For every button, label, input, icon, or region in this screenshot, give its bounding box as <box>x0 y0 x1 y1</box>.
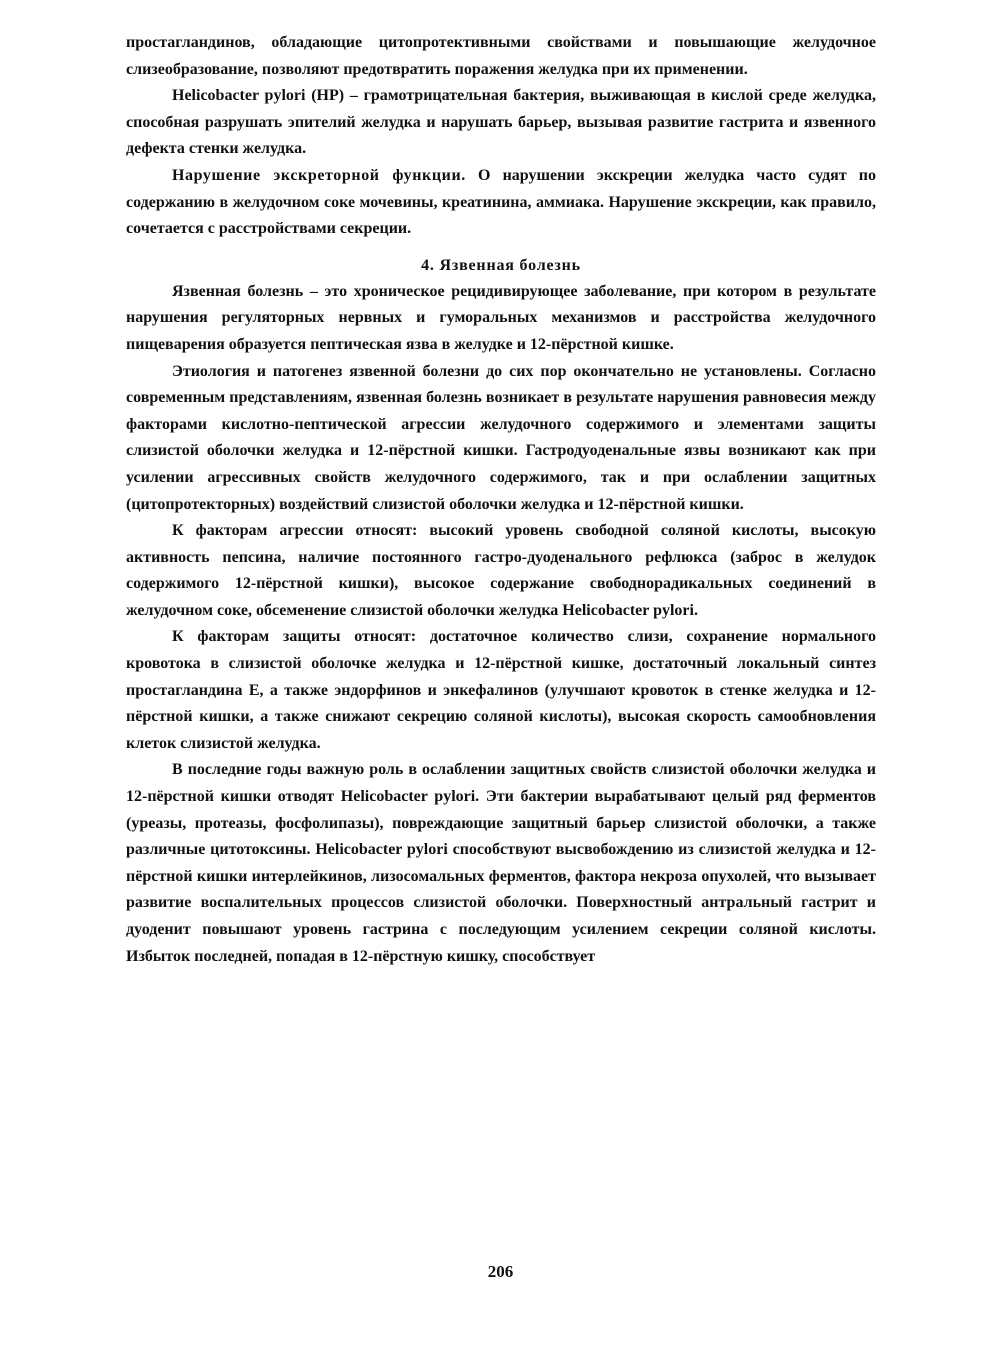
paragraph-definition: Язвенная болезнь – это хроническое рецидивирующее заболевание, при котором в результате нарушения регуляторных нервных и гуморальных механизмов и расстройства желудочного пищеварения образуется пептическая язва в желудке и 12-пёрстной кишке. <box>126 282 876 353</box>
excretory-title: Нарушение экскреторной функции. <box>172 166 466 184</box>
excretory-paragraph <box>126 163 876 243</box>
section-heading: 4. Язвенная болезнь <box>421 256 581 274</box>
continuation-paragraph: простагландинов, обладающие цитопротективными свойствами и повышающие желудочное слизеобразование, позволяют предотвратить поражения желудка при их применении. <box>126 34 876 78</box>
paragraph-protection-factors: К факторам защиты относят: достаточное количество слизи, сохранение нормального кровотока в слизистой оболочке желудка и 12-пёрстной кишке, достаточный локальный синтез простагландина Е, а также эндорфинов и энкефалинов (улучшают кровоток в стенке желудка и 12-пёрстной кишки, а также снижают секрецию соляной кислоты), высокая скорость самообновления клеток слизистой желудка. <box>126 628 876 752</box>
paragraph-helicobacter-role: В последние годы важную роль в ослаблении защитных свойств слизистой оболочки желудка и 12-пёрстной кишки отводят Helicobacter pylori. Эти бактерии вырабатывают целый ряд ферментов (уреазы, протеазы, фосфолипазы), повреждающие защитный барьер слизистой оболочки, а также различные цитотоксины. Helicobacter pylori способствуют высвобождению из слизистой желудка и 12-пёрстной кишки интерлейкинов, лизосомальных ферментов, фактора некроза опухолей, что вызывает развитие воспалительных процессов слизистой оболочки. Поверхностный антральный гастрит и дуоденит повышают уровень гастрина с последующим усилением секреции соляной кислоты. Избыток последней, попадая в 12-пёрстную кишку, способствует <box>126 761 876 965</box>
excretory-text: О нарушении экскреции желудка часто судят по содержанию в желудочном соке мочевины, креатинина, аммиака. Нарушение экскреции, как правило, сочетается с расстройствами секреции. <box>126 166 877 238</box>
paragraph-aggression-factors: К факторам агрессии относят: высокий уровень свободной соляной кислоты, высокую активность пепсина, наличие постоянного гастро-дуоденального рефлюкса (заброс в желудок содержимого 12-пёрстной кишки), высокое содержание свободнорадикальных соединений в желудочном соке, обсеменение слизистой оболочки желудка Helicobacter pylori. <box>126 522 876 619</box>
helicobacter-paragraph: Helicobacter pylori (HP) – грамотрицательная бактерия, выживающая в кислой среде желудка, способная разрушать эпителий желудка и нарушать барьер, вызывая развитие гастрита и язвенного дефекта стенки желудка. <box>126 87 876 158</box>
paragraph-etiology: Этиология и патогенез язвенной болезни до сих пор окончательно не установлены. Согласно современным представлениям, язвенная болезнь возникает в результате нарушения равновесия между факторами кислотно-пептической агрессии желудочного содержимого и элементами защиты слизистой оболочки желудка и 12-пёрстной кишки. Гастродуоденальные язвы возникают как при усилении агрессивных свойств желудочного содержимого, так и при ослаблении защитных (цитопротекторных) воздействий слизистой оболочки желудка и 12-пёрстной кишки. <box>126 362 876 513</box>
page-number: 206 <box>487 1262 514 1281</box>
page-body <box>126 30 876 970</box>
